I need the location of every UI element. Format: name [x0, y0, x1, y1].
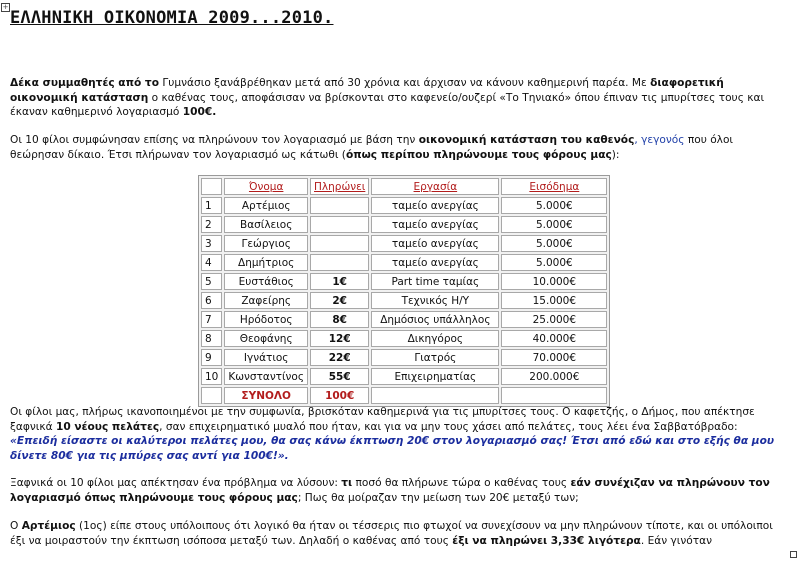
row-income: 5.000€ — [501, 254, 607, 271]
row-name: Ηρόδοτος — [224, 311, 308, 328]
row-pays — [310, 235, 369, 252]
table-row — [201, 292, 607, 309]
row-name: Γεώργιος — [224, 235, 308, 252]
table-row — [201, 330, 607, 347]
row-pays: 12€ — [310, 330, 369, 347]
row-job: ταμείο ανεργίας — [371, 235, 499, 252]
row-index: 6 — [201, 292, 222, 309]
problem-condition: εάν συνέχιζαν να πληρώνουν τον λογαριασμό όπως πληρώνουμε τους φόρους μας — [10, 477, 770, 504]
row-pays: 8€ — [310, 311, 369, 328]
table-row — [201, 235, 607, 252]
discount-new-clients: 10 νέους πελάτες — [55, 420, 160, 433]
intro-text: Γυμνάσιο ξανάβρέθηκαν μετά από 30 χρόνια και άρχισαν να κάνουν καθημερινή παρέα. Με — [158, 77, 651, 89]
intro-amount: 100€. — [182, 106, 217, 118]
table-row — [201, 216, 607, 233]
row-income: 5.000€ — [501, 216, 607, 233]
header-income: Εισόδημα — [501, 178, 607, 195]
row-name: Ζαφείρης — [224, 292, 308, 309]
row-job: ταμείο ανεργίας — [371, 216, 499, 233]
table-row — [201, 197, 607, 214]
row-pays: 55€ — [310, 368, 369, 385]
row-pays: 2€ — [310, 292, 369, 309]
table-row — [201, 368, 607, 385]
document-title: ΕΛΛΗΝΙΚΗ ΟΙΚΟΝΟΜΙΑ 2009...2010. — [10, 8, 334, 28]
header-job: Εργασία — [371, 178, 499, 195]
row-job: ταμείο ανεργίας — [371, 254, 499, 271]
proposal-text-2: (1ος) είπε στους υπόλοιπους ότι λογικό θα ήταν οι τέσσερις πιο φτωχοί να συνεχίσουν να μην πληρώνουν τίποτε, και οι υπόλοιποι έξι να μοιραστούν την έκπτωση ισόποσα μεταξύ των. Δηλαδή ο καθένας από τους — [10, 520, 773, 547]
row-index: 10 — [201, 368, 222, 385]
problem-text-2: ποσό θα πλήρωνε τώρα ο καθένας τους — [352, 477, 571, 489]
row-name: Θεοφάνης — [224, 330, 308, 347]
row-pays — [310, 216, 369, 233]
row-job: Γιατρός — [371, 349, 499, 366]
table-total-row — [201, 387, 607, 404]
discount-text-2: , σαν επιχειρηματικό μυαλό που ήταν, και για να μην τους χάσει από πελάτες, τους λέει ένα Σαββατόβραδο: — [159, 420, 738, 433]
row-index: 7 — [201, 311, 222, 328]
row-pays: 1€ — [310, 273, 369, 290]
paragraph-intro — [10, 76, 790, 120]
table-row — [201, 311, 607, 328]
row-name: Κωνσταντίνος — [224, 368, 308, 385]
problem-text-3: ; Πως θα μοίραζαν την μείωση των 20€ μεταξύ των; — [297, 491, 579, 504]
total-label: ΣΥΝΟΛΟ — [224, 387, 308, 404]
proposal-text: Ο — [10, 520, 22, 532]
paragraph-discount — [10, 405, 790, 463]
intro-lead: Δέκα συμμαθητές από το — [10, 77, 159, 89]
agreement-emphasis: οικονομική κατάσταση του καθενός — [418, 134, 635, 146]
row-income: 25.000€ — [501, 311, 607, 328]
payments-table — [198, 175, 610, 407]
row-name: Αρτέμιος — [224, 197, 308, 214]
row-index: 9 — [201, 349, 222, 366]
table-row — [201, 273, 607, 290]
row-income: 5.000€ — [501, 197, 607, 214]
agreement-taxes: όπως περίπου πληρώνουμε τους φόρους μας — [345, 148, 612, 161]
row-name: Δημήτριος — [224, 254, 308, 271]
row-index: 5 — [201, 273, 222, 290]
proposal-name: Αρτέμιος — [21, 520, 76, 532]
row-index: 3 — [201, 235, 222, 252]
row-job: Επιχειρηματίας — [371, 368, 499, 385]
row-income: 5.000€ — [501, 235, 607, 252]
paragraph-proposal — [10, 519, 790, 548]
paragraph-agreement — [10, 133, 790, 162]
row-job: Τεχνικός Η/Υ — [371, 292, 499, 309]
paragraph-problem — [10, 476, 790, 505]
intro-emphasis: διαφορετική οικονομική κατάσταση — [10, 77, 724, 104]
row-name: Βασίλειος — [224, 216, 308, 233]
total-index-cell — [201, 387, 222, 404]
row-pays — [310, 254, 369, 271]
header-index-cell — [201, 178, 222, 195]
intro-text-2: ο καθένας τους, αποφάσισαν να βρίσκονται στο καφενείο/ουζερί «Το Τηνιακό» όπου έπιναν τις μπυρίτσες τους και έκαναν καθημερινό λογαριασμό — [10, 91, 765, 118]
problem-what: τι — [341, 477, 353, 489]
row-index: 4 — [201, 254, 222, 271]
proposal-text-3: . Εάν γινόταν — [640, 534, 713, 547]
row-index: 1 — [201, 197, 222, 214]
total-empty-income — [501, 387, 607, 404]
row-income: 10.000€ — [501, 273, 607, 290]
table-header-row — [201, 178, 607, 195]
total-empty-job — [371, 387, 499, 404]
total-value: 100€ — [310, 387, 369, 404]
header-name: Όνομα — [224, 178, 308, 195]
row-job: Δημόσιος υπάλληλος — [371, 311, 499, 328]
table-row — [201, 349, 607, 366]
row-job: Part time ταμίας — [371, 273, 499, 290]
owner-quote: «Επειδή είσαστε οι καλύτεροι πελάτες μου, θα σας κάνω έκπτωση 20€ στον λογαριασμό σας! Έτσι από εδώ και στο εξής θα μου δίνετε 80€ για τις μπύρες σας αντί για 100€!». — [10, 435, 775, 462]
agreement-text-2: που όλοι θεώρησαν δίκαιο. Έτσι πλήρωναν τον λογαριασμό ως κάτωθι ( — [10, 134, 734, 161]
header-pays: Πληρώνει — [310, 178, 369, 195]
row-income: 200.000€ — [501, 368, 607, 385]
table-row — [201, 254, 607, 271]
object-anchor-icon[interactable]: + — [2, 3, 9, 11]
proposal-amount: έξι να πληρώνει 3,33€ λιγότερα — [452, 534, 641, 547]
row-job: Δικηγόρος — [371, 330, 499, 347]
row-name: Ευστάθιος — [224, 273, 308, 290]
row-job: ταμείο ανεργίας — [371, 197, 499, 214]
row-index: 2 — [201, 216, 222, 233]
row-pays — [310, 197, 369, 214]
row-income: 70.000€ — [501, 349, 607, 366]
row-name: Ιγνάτιος — [224, 349, 308, 366]
row-income: 15.000€ — [501, 292, 607, 309]
problem-text: Ξαφνικά οι 10 φίλοι μας απέκτησαν ένα πρόβλημα να λύσουν: — [10, 477, 342, 489]
document-page — [8, 0, 792, 562]
row-pays: 22€ — [310, 349, 369, 366]
discount-text: Οι φίλοι μας, πλήρως ικανοποιημένοι με την συμφωνία, βρισκόταν καθημερινά για τις μπυρίτσες τους. Ο καφετζής, ο Δήμος, που απέκτησε ξαφνικά — [10, 406, 755, 433]
agreement-fact: , γεγονός — [634, 134, 685, 146]
resize-handle-icon[interactable] — [790, 551, 797, 558]
agreement-close: ): — [611, 148, 620, 161]
row-index: 8 — [201, 330, 222, 347]
row-income: 40.000€ — [501, 330, 607, 347]
agreement-text: Οι 10 φίλοι συμφώνησαν επίσης να πληρώνουν τον λογαριασμό με βάση την — [10, 134, 419, 146]
